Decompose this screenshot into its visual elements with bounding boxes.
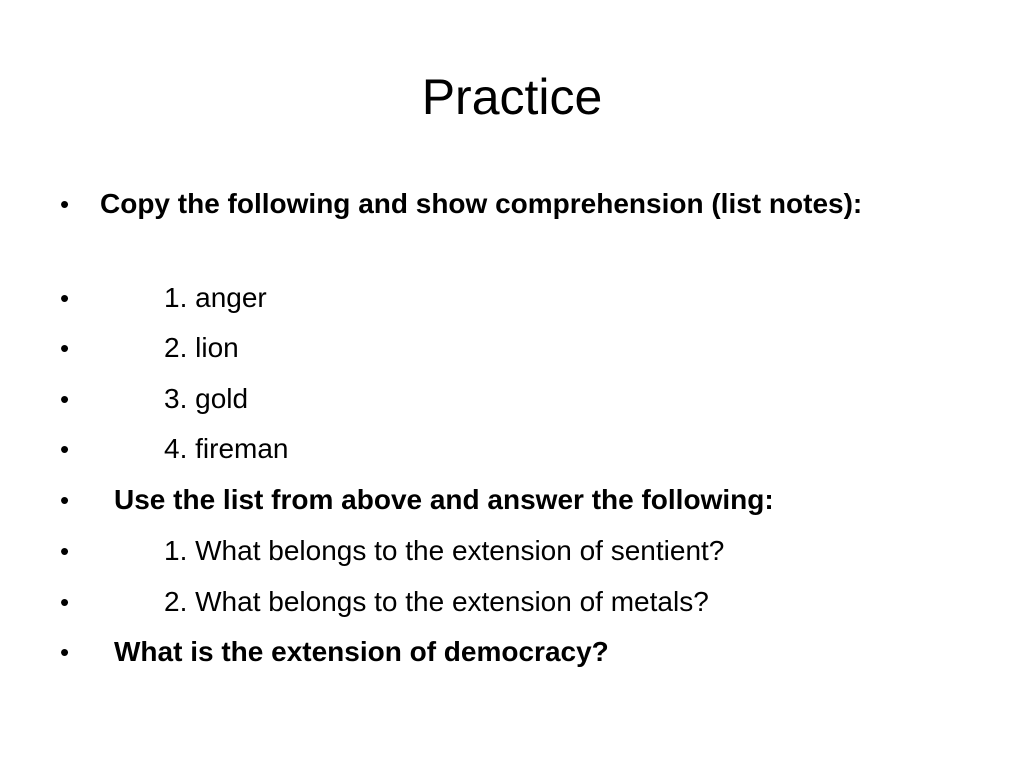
bullet-text: Copy the following and show comprehension (list notes): <box>100 188 863 219</box>
bullet-dot-icon: • <box>60 333 70 363</box>
bullet-dot-icon: • <box>60 283 70 313</box>
bullet-text: 2. lion <box>164 332 239 363</box>
bullet-text: 2. What belongs to the extension of metals? <box>164 586 709 617</box>
bullet-dot-icon: • <box>60 485 70 515</box>
bullet-dot-icon: • <box>60 587 70 617</box>
slide-title: Practice <box>421 69 603 125</box>
bullet-dot-icon: • <box>60 637 70 667</box>
bullet-dot-icon: • <box>60 384 70 414</box>
bullet-text: 1. anger <box>164 282 267 313</box>
bullet-dot-icon: • <box>60 536 70 566</box>
bullet-text: Use the list from above and answer the following: <box>114 484 774 515</box>
bullet-text: 4. fireman <box>164 433 289 464</box>
bullet-dot-icon: • <box>60 434 70 464</box>
bullet-text: 3. gold <box>164 383 249 414</box>
bullet-text: 1. What belongs to the extension of sentient? <box>164 535 725 566</box>
bullet-dot-icon: • <box>60 189 70 219</box>
bullet-text: What is the extension of democracy? <box>114 636 609 667</box>
